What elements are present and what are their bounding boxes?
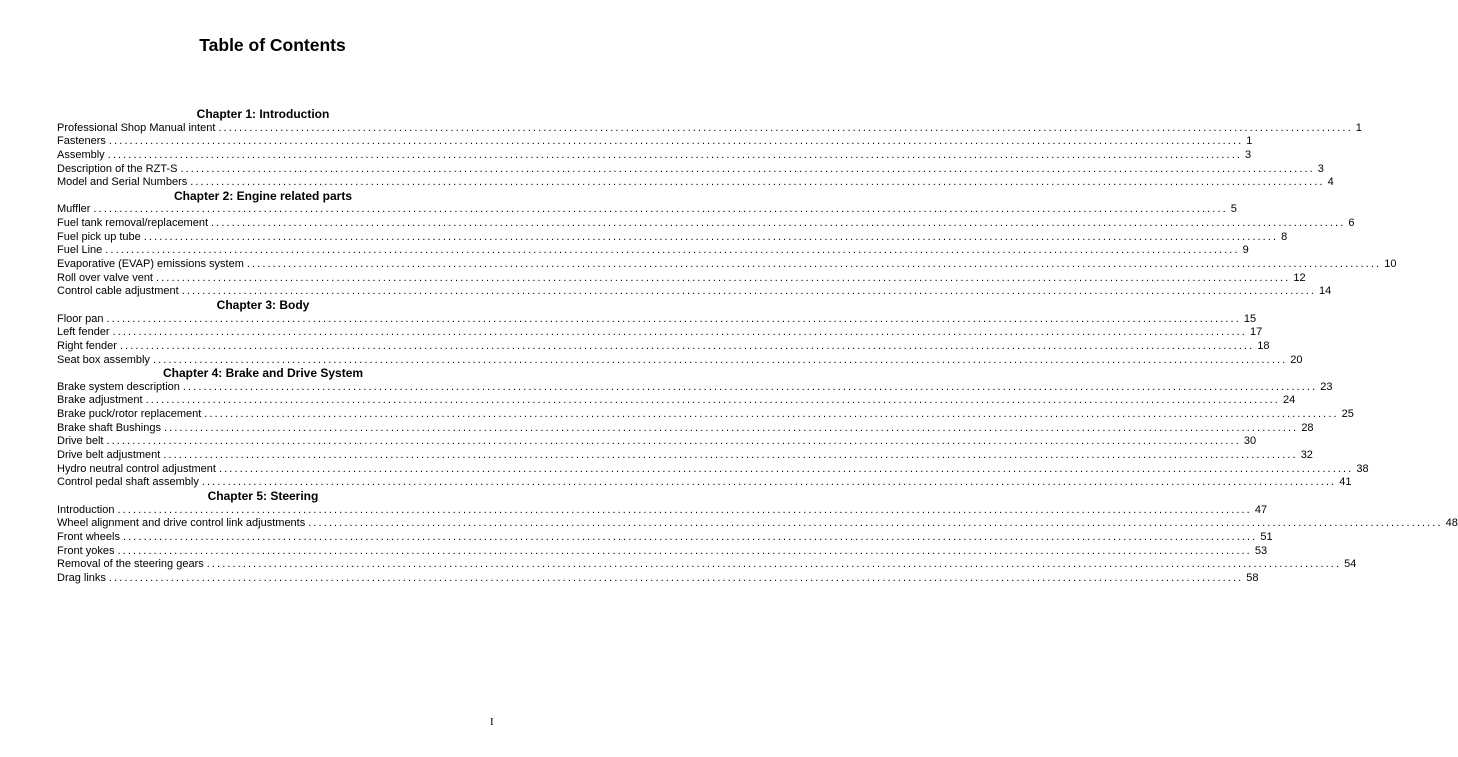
toc-entry <box>57 462 1369 477</box>
toc-entry-title: Control cable adjustment <box>57 285 179 298</box>
toc-entry <box>57 258 1397 272</box>
dot-leader: ............................................................................................................................................................................................................................ <box>182 380 1318 393</box>
toc-entry-title: Roll over valve vent <box>57 271 153 284</box>
dot-leader: ............................................................................................................................................................................................................................ <box>108 135 1244 148</box>
dot-leader: ............................................................................................................................................................................................................................ <box>119 339 1255 352</box>
toc-entry-page-number: 15 <box>1243 312 1257 325</box>
chapter-heading: Chapter 3: Body <box>216 297 310 312</box>
toc-entry-title: Fuel pick up tube <box>57 230 141 243</box>
dot-leader: ............................................................................................................................................................................................................................ <box>143 230 1279 243</box>
toc-entry-page-number: 5 <box>1230 203 1237 216</box>
toc-entry-page-number: 30 <box>1243 435 1257 448</box>
toc-entry-title: Brake puck/rotor replacement <box>57 408 202 421</box>
toc-entry-page-number: 3 <box>1317 162 1324 175</box>
chapter-heading: Chapter 5: Steering <box>207 488 319 503</box>
toc-entry-page-number: 6 <box>1348 217 1355 230</box>
dot-leader: ............................................................................................................................................................................................................................ <box>105 244 1240 257</box>
toc-entry-title: Drive belt <box>57 435 104 448</box>
toc-entry-title: Front wheels <box>57 530 120 543</box>
toc-entry-title: Drive belt adjustment <box>57 449 161 462</box>
toc-entry-page-number: 3 <box>1245 148 1252 161</box>
toc-entry-page-number: 58 <box>1246 571 1259 584</box>
toc-entry-title: Fuel Line <box>57 244 103 257</box>
toc-entry-page-number: 4 <box>1327 176 1334 189</box>
toc-entry-title: Right fender <box>57 339 117 352</box>
table-of-contents <box>57 107 1458 585</box>
toc-entry <box>57 285 1332 299</box>
toc-entry <box>57 380 1333 395</box>
toc-entry-title: Professional Shop Manual intent <box>57 121 216 134</box>
dot-leader: ............................................................................................................................................................................................................................ <box>152 353 1288 366</box>
dot-leader: ............................................................................................................................................................................................................................ <box>180 162 1315 175</box>
toc-entry <box>57 517 1458 531</box>
dot-leader: ............................................................................................................................................................................................................................ <box>218 462 1354 475</box>
dot-leader: ............................................................................................................................................................................................................................ <box>112 326 1247 339</box>
toc-entry-title: Assembly <box>57 148 105 161</box>
dot-leader: ............................................................................................................................................................................................................................ <box>181 285 1317 298</box>
toc-entry-page-number: 12 <box>1293 271 1306 284</box>
toc-entry-page-number: 8 <box>1281 230 1288 243</box>
toc-entry <box>57 203 1237 217</box>
dot-leader: ............................................................................................................................................................................................................................ <box>93 203 1228 216</box>
toc-entry <box>57 476 1352 490</box>
toc-entry-title: Model and Serial Numbers <box>57 176 188 189</box>
toc-entry-title: Brake adjustment <box>57 394 143 407</box>
dot-leader: ............................................................................................................................................................................................................................ <box>163 449 1298 462</box>
dot-leader: ............................................................................................................................................................................................................................ <box>190 176 1325 189</box>
toc-entry-title: Removal of the steering gears <box>57 558 204 571</box>
toc-entry <box>57 421 1314 436</box>
toc-entry <box>57 217 1355 231</box>
toc-entry <box>57 503 1268 518</box>
toc-entry <box>57 244 1249 258</box>
toc-entry-title: Brake system description <box>57 380 180 393</box>
toc-entry <box>57 121 1362 136</box>
toc-entry-page-number: 1 <box>1246 135 1253 148</box>
toc-entry-page-number: 38 <box>1356 462 1369 475</box>
toc-entry-page-number: 41 <box>1339 476 1352 489</box>
dot-leader: ............................................................................................................................................................................................................................ <box>218 121 1353 134</box>
dot-leader: ............................................................................................................................................................................................................................ <box>106 435 1241 448</box>
toc-entry <box>57 339 1270 354</box>
toc-entry-title: Seat box assembly <box>57 353 150 366</box>
toc-entry-page-number: 25 <box>1341 408 1354 421</box>
dot-leader: ............................................................................................................................................................................................................................ <box>308 517 1443 530</box>
toc-entry <box>57 326 1263 340</box>
toc-entry-page-number: 10 <box>1384 258 1397 271</box>
chapter-heading: Chapter 1: Introduction <box>196 107 330 121</box>
toc-entry-title: Control pedal shaft assembly <box>57 476 199 489</box>
dot-leader: ............................................................................................................................................................................................................................ <box>156 271 1291 284</box>
toc-entry <box>57 271 1306 286</box>
toc-entry-page-number: 9 <box>1242 244 1249 257</box>
toc-entry-title: Brake shaft Bushings <box>57 421 161 434</box>
toc-entry <box>57 230 1288 245</box>
dot-leader: ............................................................................................................................................................................................................................ <box>201 476 1337 489</box>
toc-entry <box>57 449 1313 463</box>
toc-entry-title: Floor pan <box>57 312 104 325</box>
dot-leader: ............................................................................................................................................................................................................................ <box>246 258 1382 271</box>
toc-entry-page-number: 47 <box>1254 503 1268 516</box>
toc-entry <box>57 176 1334 190</box>
toc-entry <box>57 558 1357 572</box>
chapter-heading: Chapter 2: Engine related parts <box>173 188 353 203</box>
toc-entry <box>57 571 1259 586</box>
dot-leader: ............................................................................................................................................................................................................................ <box>107 148 1243 161</box>
toc-entry <box>57 544 1268 559</box>
toc-entry-title: Front yokes <box>57 544 115 557</box>
toc-entry <box>57 135 1253 149</box>
toc-entry-title: Wheel alignment and drive control link adjustments <box>57 517 306 530</box>
dot-leader: ............................................................................................................................................................................................................................ <box>106 312 1241 325</box>
toc-entry-title: Fuel tank removal/replacement <box>57 217 209 230</box>
toc-entry-page-number: 28 <box>1301 421 1314 434</box>
dot-leader: ............................................................................................................................................................................................................................ <box>204 408 1339 421</box>
dot-leader: ............................................................................................................................................................................................................................ <box>117 544 1252 557</box>
toc-entry-page-number: 20 <box>1290 353 1303 366</box>
toc-entry-page-number: 51 <box>1260 530 1273 543</box>
toc-entry <box>57 162 1324 177</box>
toc-entry <box>57 435 1257 449</box>
page-number: I <box>490 716 494 728</box>
dot-leader: ............................................................................................................................................................................................................................ <box>122 530 1258 543</box>
dot-leader: ............................................................................................................................................................................................................................ <box>163 421 1299 434</box>
toc-entry <box>57 530 1273 545</box>
toc-entry-page-number: 18 <box>1257 339 1270 352</box>
toc-entry <box>57 312 1257 327</box>
toc-entry-title: Drag links <box>57 571 106 584</box>
toc-entry <box>57 353 1303 368</box>
dot-leader: ............................................................................................................................................................................................................................ <box>108 571 1244 584</box>
dot-leader: ............................................................................................................................................................................................................................ <box>145 394 1280 407</box>
toc-entry-page-number: 24 <box>1282 394 1296 407</box>
dot-leader: ............................................................................................................................................................................................................................ <box>206 558 1342 571</box>
toc-entry-page-number: 54 <box>1344 558 1357 571</box>
toc-entry <box>57 394 1296 408</box>
toc-entry-title: Left fender <box>57 326 110 339</box>
chapter-heading: Chapter 4: Brake and Drive System <box>162 366 364 381</box>
dot-leader: ............................................................................................................................................................................................................................ <box>211 217 1346 230</box>
toc-entry <box>57 408 1354 422</box>
toc-entry-title: Fasteners <box>57 135 106 148</box>
toc-entry-page-number: 23 <box>1320 380 1333 393</box>
page-title: Table of Contents <box>199 35 346 55</box>
toc-entry-title: Hydro neutral control adjustment <box>57 462 216 475</box>
toc-entry-title: Muffler <box>57 203 91 216</box>
toc-entry-page-number: 1 <box>1355 121 1362 134</box>
dot-leader: ............................................................................................................................................................................................................................ <box>117 503 1252 516</box>
toc-entry-title: Introduction <box>57 503 115 516</box>
toc-entry-title: Evaporative (EVAP) emissions system <box>57 258 244 271</box>
toc-entry-page-number: 48 <box>1445 517 1458 530</box>
toc-entry-page-number: 32 <box>1300 449 1313 462</box>
toc-entry-title: Description of the RZT-S <box>57 162 178 175</box>
toc-entry-page-number: 17 <box>1249 326 1263 339</box>
toc-entry-page-number: 14 <box>1319 285 1332 298</box>
toc-entry <box>57 148 1252 163</box>
toc-entry-page-number: 53 <box>1254 544 1268 557</box>
